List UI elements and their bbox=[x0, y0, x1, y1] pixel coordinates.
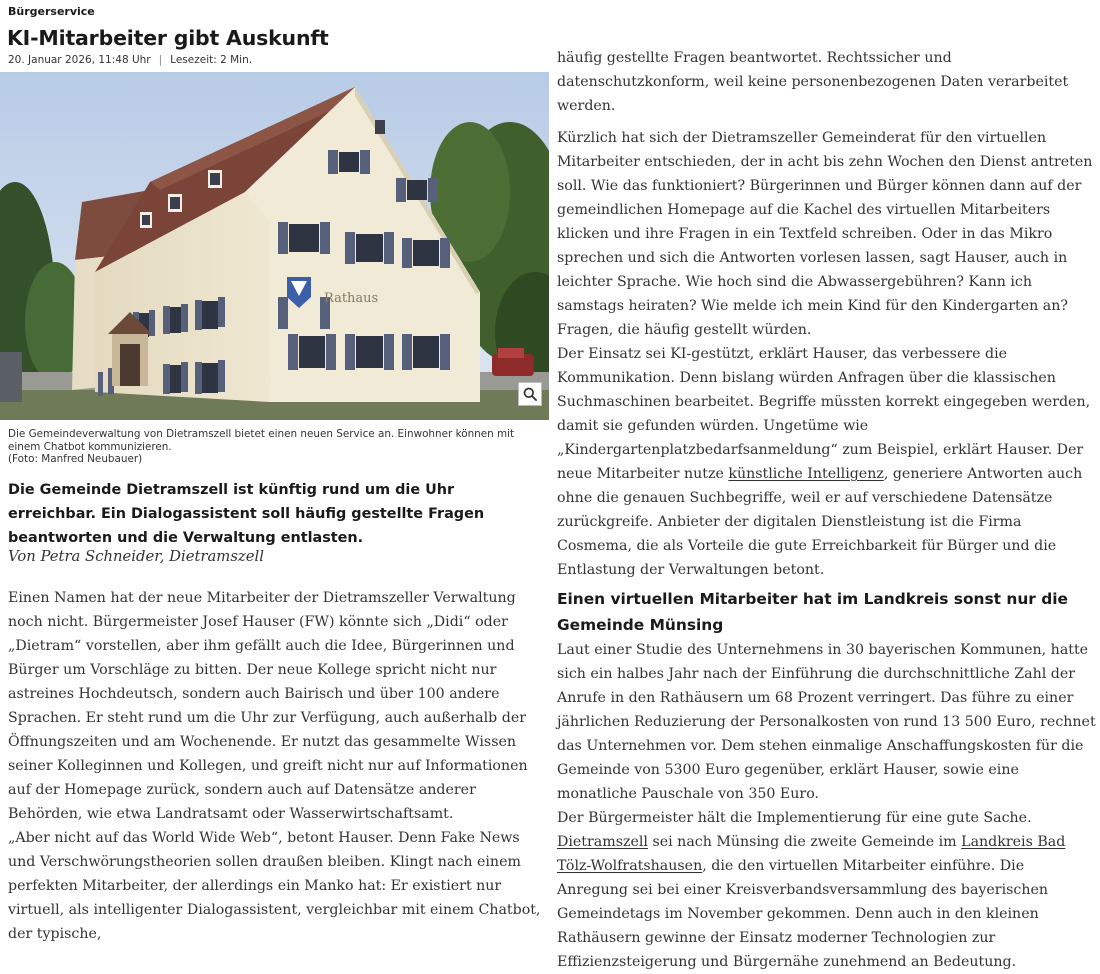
body-paragraph: „Aber nicht auf das World Wide Web“, betont Hauser. Denn Fake News und Verschwörungstheorien sollen draußen bleiben. Klingt nach einem perfekten Mitarbeiter, der allerdings ein Manko hat: Er existiert nur virtuell, als intelligenter Dialogassistent, vergleichbar mit einem Chatbot, der typische, bbox=[8, 830, 541, 942]
article-byline: Von Petra Schneider, Dietramszell bbox=[8, 548, 264, 565]
section-subheading: Einen virtuellen Mitarbeiter hat im Landkreis sonst nur die Gemeinde Münsing bbox=[557, 590, 1068, 634]
meta-separator: | bbox=[158, 54, 163, 66]
town-hall-photo bbox=[0, 72, 549, 420]
article-meta bbox=[8, 54, 252, 66]
body-text: , generiere Antworten auch ohne die genauen Suchbegriffe, weil er auf verschiedene Datensätze zurückgreife. Anbieter der digitalen Dienstleistung ist die Firma Cosmema, die als Vorteile die gute Erreichbarkeit für Bürger und die Entlastung der Verwaltungen betont. bbox=[557, 466, 1083, 578]
body-paragraph bbox=[557, 806, 1097, 974]
body-paragraph bbox=[557, 342, 1097, 582]
caption-text: Die Gemeindeverwaltung von Dietramszell bietet einen neuen Service an. Einwohner können mit einem Chatbot kommunizieren. bbox=[8, 428, 515, 453]
photo-credit: (Foto: Manfred Neubauer) bbox=[8, 453, 143, 465]
publish-date: 20. Januar 2026, 11:48 Uhr bbox=[8, 54, 151, 66]
zoom-button[interactable] bbox=[518, 382, 542, 406]
body-paragraph: Kürzlich hat sich der Dietramszeller Gemeinderat für den virtuellen Mitarbeiter entschieden, der in acht bis zehn Wochen den Dienst antreten soll. Wie das funktioniert? Bürgerinnen und Bürger können dann auf der gemeindlichen Homepage auf die Kachel des virtuellen Mitarbeiters klicken und ihre Fragen in ein Textfeld schreiben. Oder in das Mikro sprechen und sich die Antworten vorlesen lassen, sagt Hauser, auch in leichter Sprache. Wie hoch sind die Abwassergebühren? Kann ich samstags heiraten? Wie melde ich mein Kind für den Kindergarten an? Fragen, die häufig gestellt würden. bbox=[557, 130, 1093, 338]
article-photo[interactable] bbox=[0, 72, 549, 420]
magnifier-icon bbox=[523, 387, 537, 401]
reading-time: Lesezeit: 2 Min. bbox=[170, 54, 253, 66]
body-paragraph: Einen Namen hat der neue Mitarbeiter der Dietramszeller Verwaltung noch nicht. Bürgermeister Josef Hauser (FW) könnte sich „Didi“ oder „Dietram“ vorstellen, aber ihm gefällt auch die Idee, Bürgerinnen und Bürger um Vorschläge zu bitten. Der neue Kollege spricht nicht nur astreines Hochdeutsch, sondern auch Bairisch und über 100 andere Sprachen. Er steht rund um die Uhr zur Verfügung, auch außerhalb der Öffnungszeiten und am Wochenende. Er nutzt das gesammelte Wissen seiner Kolleginnen und Kollegen, und greift nicht nur auf Informationen auf der Homepage zurück, sondern auch auf Datensätze anderer Behörden, wie etwa Landratsamt oder Wasserwirtschaftsamt. bbox=[8, 590, 528, 822]
link-dietramszell[interactable]: Dietramszell bbox=[557, 834, 648, 850]
body-paragraph: Laut einer Studie des Unternehmens in 30 bayerischen Kommunen, hatte sich ein halbes Jahr nach der Einführung die durchschnittliche Zahl der Anrufe in den Rathäusern um 68 Prozent verringert. Das führe zu einer jährlichen Reduzierung der Personalkosten von rund 13 500 Euro, rechnet das Unternehmen vor. Dem stehen einmalige Anschaffungskosten für die Gemeinde von 5300 Euro gegenüber, erklärt Hauser, sowie eine monatliche Pauschale von 350 Euro. bbox=[557, 642, 1096, 802]
body-column-left bbox=[8, 586, 548, 946]
link-kuenstliche-intelligenz[interactable]: künstliche Intelligenz bbox=[728, 466, 884, 482]
photo-caption bbox=[8, 428, 538, 466]
section-kicker[interactable]: Bürgerservice bbox=[8, 5, 95, 18]
rathaus-sign: Rathaus bbox=[324, 291, 379, 306]
body-text: Der Bürgermeister hält die Implementierung für eine gute Sache. bbox=[557, 810, 1032, 826]
body-text: , die den virtuellen Mitarbeiter einführe. Die Anregung sei bei einer Kreisverbandsversammlung des bayerischen Gemeindetags im November gekommen. Denn auch in den kleinen Rathäusern gewinne der Einsatz moderner Technologien zur Effizienzsteigerung und Bürgernähe zunehmend an Bedeutung. bbox=[557, 858, 1049, 970]
link-landkreis[interactable]: Landkreis Bad Tölz-Wolfratshausen bbox=[557, 834, 1066, 874]
article-lead: Die Gemeinde Dietramszell ist künftig rund um die Uhr erreichbar. Ein Dialogassistent soll häufig gestellte Fragen beantworten und die Verwaltung entlasten. bbox=[8, 482, 485, 546]
article-headline: KI-Mitarbeiter gibt Auskunft bbox=[7, 26, 329, 50]
body-text: sei nach Münsing die zweite Gemeinde im bbox=[652, 834, 957, 850]
body-text: Der Einsatz sei KI-gestützt, erklärt Hauser, das verbessere die Kommunikation. Denn bislang würden Anfragen über die klassischen Suchmaschinen bearbeitet. Begriffe müssten korrekt eingegeben werden, damit sie gefunden würden. Ungetüme wie „Kindergartenplatzbedarfsanmeldung“ zum Beispiel, erklärt Hauser. Der neue Mitarbeiter nutze bbox=[557, 346, 1091, 482]
body-paragraph: häufig gestellte Fragen beantwortet. Rechtssicher und datenschutzkonform, weil keine personenbezogenen Daten verarbeitet werden. bbox=[557, 50, 1069, 114]
body-column-right bbox=[557, 46, 1097, 974]
